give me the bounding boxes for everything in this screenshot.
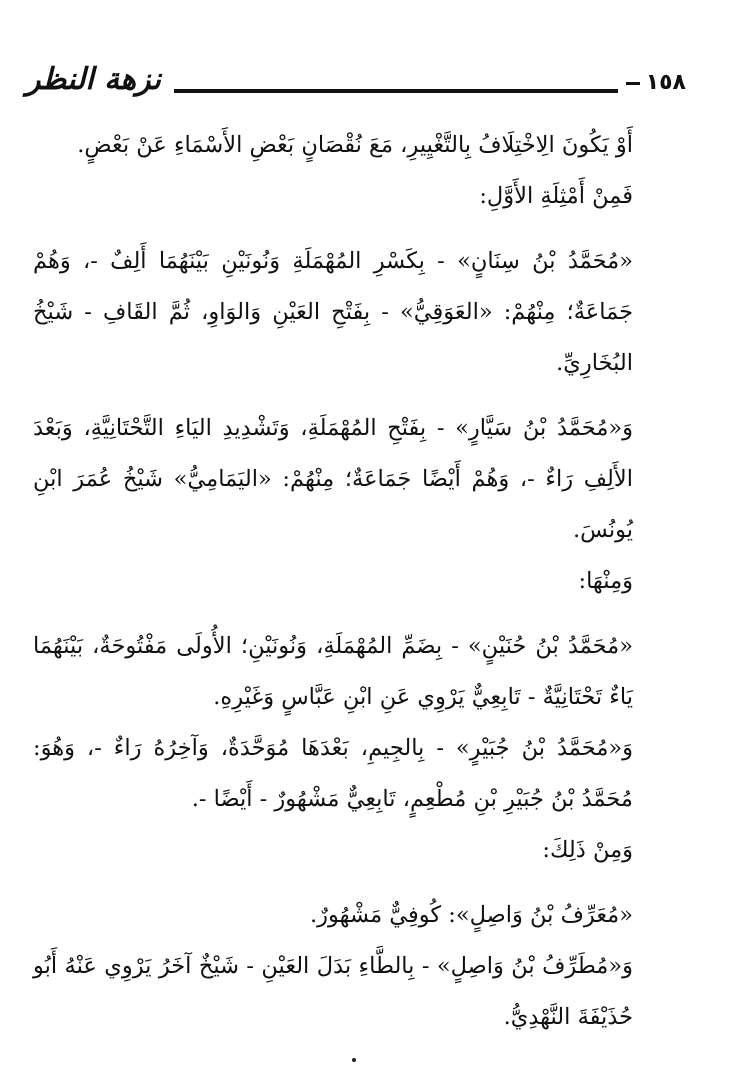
bottom-dot [352,1058,356,1062]
paragraph-4: وَ«مُحَمَّدُ بْنُ سَيَّارٍ» - بِفَتْحِ المُهْمَلَةِ، وَتَشْدِيدِ اليَاءِ التَّحْتَانِيَّةِ، وَبَعْدَ الأَلِفِ رَاءٌ -، وَهُمْ أَيْضًا جَمَاعَةٌ؛ مِنْهُمْ: «اليَمَامِيُّ» شَيْخُ عُمَرَ ابْنِ يُونُسَ. [33,415,633,543]
paragraph-gap [33,876,633,890]
paragraph-2: فَمِنْ أَمْثِلَةِ الأَوَّلِ: [479,183,633,209]
page-number [626,70,686,95]
paragraph-9: «مُعَرِّفُ بْنُ وَاصِلٍ»: كُوفِيٌّ مَشْهُورٌ. [310,902,633,928]
paragraph-10: وَ«مُطَرِّفُ بْنُ وَاصِلٍ» - بِالطَّاءِ بَدَلَ العَيْنِ - شَيْخٌ آخَرُ يَرْوِي عَنْهُ أَبُو حُذَيْفَةَ النَّهْدِيُّ. [33,953,633,1030]
page-number-dash [626,82,640,85]
paragraph-7: وَ«مُحَمَّدُ بْنُ جُبَيْرٍ» - بِالجِيمِ، بَعْدَهَا مُوَحَّدَةٌ، وَآخِرُهُ رَاءٌ -، وَهُوَ: مُحَمَّدُ بْنُ جُبَيْرِ بْنِ مُطْعِمٍ، تَابِعِيٌّ مَشْهُورٌ - أَيْضًا -. [33,735,633,812]
paragraph-8: وَمِنْ ذَلِكَ: [542,837,633,863]
paragraph-gap [33,607,633,621]
paragraph-gap [33,222,633,236]
page-number-value: ١٥٨ [645,70,686,95]
paragraph-3: «مُحَمَّدُ بْنُ سِنَانٍ» - بِكَسْرِ المُهْمَلَةِ وَنُونَيْنِ بَيْنَهُمَا أَلِفٌ -، وَهُمْ جَمَاعَةٌ؛ مِنْهُمْ: «العَوَقِيُّ» - بِفَتْحِ العَيْنِ وَالوَاوِ، ثُمَّ القَافِ - شَيْخُ البُخَارِيِّ. [33,248,633,376]
page-body [33,120,633,1043]
paragraph-gap [33,389,633,403]
header-rule [174,89,618,93]
paragraph-5: وَمِنْهَا: [578,568,633,594]
paragraph-1: أَوْ يَكُونَ الِاخْتِلَافُ بِالتَّغْيِيرِ، مَعَ نُقْصَانٍ بَعْضِ الأَسْمَاءِ عَنْ بَعْضٍ. [77,132,633,158]
page-header [26,62,686,122]
paragraph-6: «مُحَمَّدُ بْنُ حُنَيْنٍ» - بِضَمِّ المُهْمَلَةِ، وَنُونَيْنِ؛ الأُولَى مَفْتُوحَةٌ، بَيْنَهُمَا يَاءٌ تَحْتَانِيَّةٌ - تَابِعِيٌّ يَرْوِي عَنِ ابْنِ عَبَّاسٍ وَغَيْرِهِ. [33,633,633,710]
running-title: نزهة النظر [26,62,161,97]
